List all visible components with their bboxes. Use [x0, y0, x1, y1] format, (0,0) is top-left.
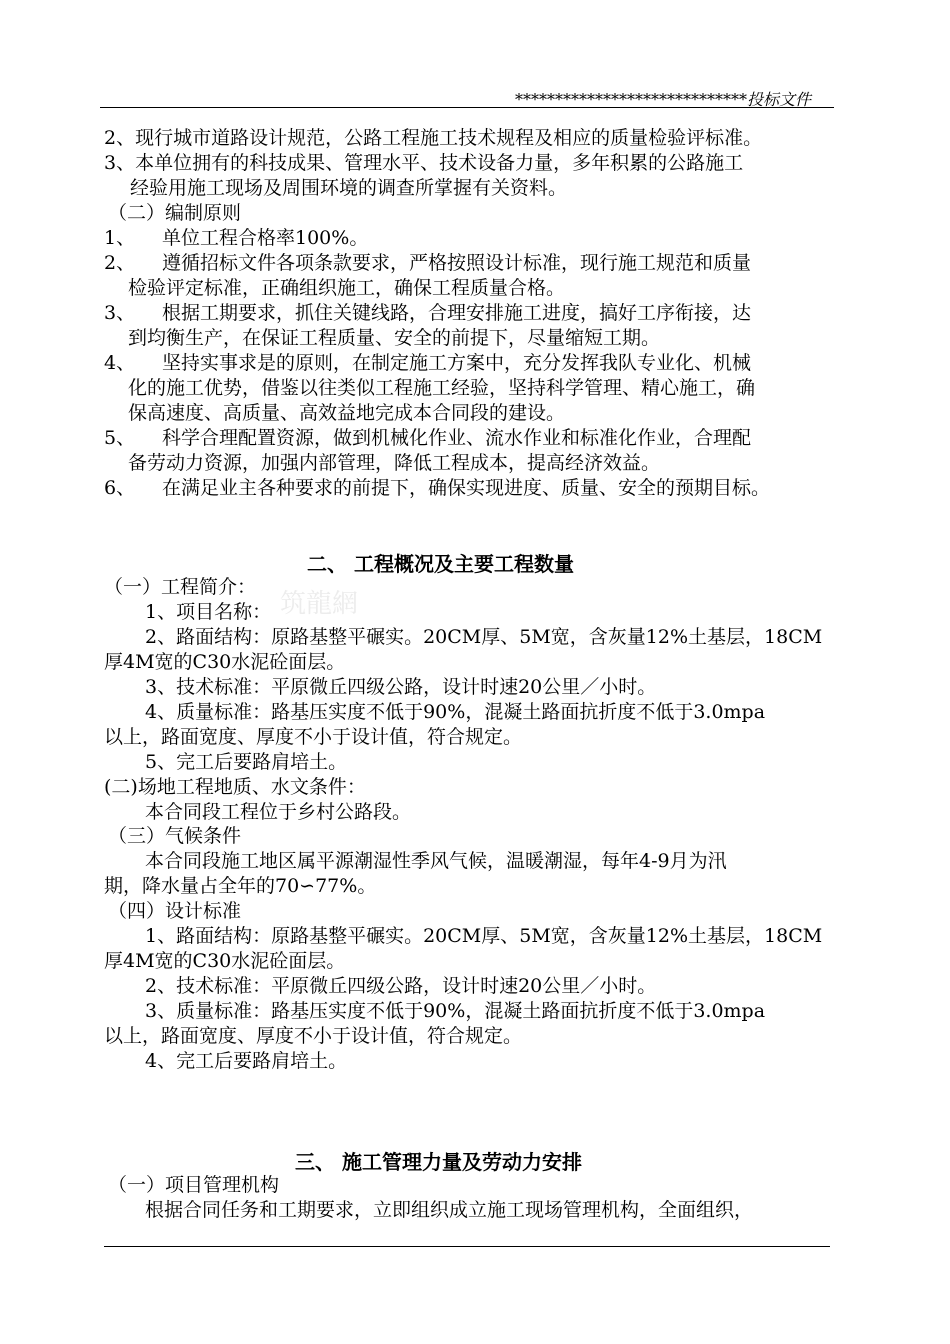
basis-item-3: 3、本单位拥有的科技成果、管理水平、技术设备力量，多年积累的公路施工 — [104, 152, 744, 174]
org-text: 根据合同任务和工期要求，立即组织成立施工现场管理机构，全面组织， — [145, 1199, 754, 1221]
design-line: 2、技术标准：平原微丘四级公路，设计时速20公里／小时。 — [145, 975, 657, 997]
principle-text: 根据工期要求，抓住关键线路，合理安排施工进度，搞好工序衔接，达 — [162, 302, 752, 324]
footer-rule — [104, 1246, 830, 1247]
geo-text: 本合同段工程位于乡村公路段。 — [145, 801, 412, 823]
principle-text: 在满足业主各种要求的前提下，确保实现进度、质量、安全的预期目标。 — [162, 477, 771, 499]
design-line: 3、质量标准：路基压实度不低于90%，混凝土路面抗折度不低于3.0mpa — [145, 1000, 766, 1022]
climate-heading: （三）气候条件 — [108, 825, 242, 847]
principle-text-cont: 化的施工优势，借鉴以往类似工程施工经验，坚持科学管理、精心施工，确 — [128, 377, 756, 399]
principle-num: 5、 — [104, 427, 136, 449]
principle-item — [104, 251, 751, 275]
principle-num: 1、 — [104, 227, 136, 249]
intro-heading: （一）工程简介： — [104, 576, 257, 598]
design-line: 1、路面结构：原路基整平碾实。20CM厚、5M宽，含灰量12%土基层，18CM — [145, 925, 823, 947]
principle-text: 单位工程合格率100%。 — [162, 227, 369, 249]
basis-item-3-cont: 经验用施工现场及周围环境的调查所掌握有关资料。 — [130, 177, 568, 199]
intro-line: 1、项目名称： — [145, 601, 272, 623]
principle-num: 6、 — [104, 477, 136, 499]
design-line: 以上，路面宽度、厚度不小于设计值，符合规定。 — [104, 1025, 523, 1047]
climate-text: 本合同段施工地区属平源潮湿性季风气候，温暖潮湿，每年4-9月为汛 — [145, 850, 727, 872]
intro-line: 3、技术标准：平原微丘四级公路，设计时速20公里／小时。 — [145, 676, 657, 698]
intro-line: 厚4M宽的C30水泥砼面层。 — [104, 651, 346, 673]
header-rule — [100, 107, 834, 108]
section-3-title: 三、 施工管理力量及劳动力安排 — [295, 1150, 582, 1174]
principle-num: 2、 — [104, 252, 136, 274]
header-stars: ***************************** — [515, 90, 747, 109]
principle-num: 4、 — [104, 352, 136, 374]
climate-text: 期，降水量占全年的70∽77%。 — [104, 875, 377, 897]
principle-item — [104, 351, 751, 375]
basis-item-2: 2、现行城市道路设计规范，公路工程施工技术规程及相应的质量检验评标准。 — [104, 127, 763, 149]
design-line: 4、完工后要路肩培土。 — [145, 1050, 348, 1072]
intro-line: 5、完工后要路肩培土。 — [145, 751, 348, 773]
intro-line: 以上，路面宽度、厚度不小于设计值，符合规定。 — [104, 726, 523, 748]
principle-item — [104, 226, 368, 250]
principle-item — [104, 476, 770, 500]
design-heading: （四）设计标准 — [108, 900, 242, 922]
section-2-title: 二、 工程概况及主要工程数量 — [307, 552, 574, 576]
principle-item — [104, 301, 751, 325]
org-heading: （一）项目管理机构 — [108, 1174, 280, 1196]
principle-text-cont: 备劳动力资源，加强内部管理，降低工程成本，提高经济效益。 — [128, 452, 661, 474]
principle-item — [104, 426, 751, 450]
intro-line: 4、质量标准：路基压实度不低于90%，混凝土路面抗折度不低于3.0mpa — [145, 701, 766, 723]
design-line: 厚4M宽的C30水泥砼面层。 — [104, 950, 346, 972]
principle-text-cont: 保高速度、高质量、高效益地完成本合同段的建设。 — [128, 402, 566, 424]
principle-text-cont: 检验评定标准，正确组织施工，确保工程质量合格。 — [128, 277, 566, 299]
principles-heading: （二）编制原则 — [108, 202, 242, 224]
principle-text: 遵循招标文件各项条款要求，严格按照设计标准，现行施工规范和质量 — [162, 252, 752, 274]
principle-text: 坚持实事求是的原则，在制定施工方案中，充分发挥我队专业化、机械 — [162, 352, 752, 374]
principle-num: 3、 — [104, 302, 136, 324]
principle-text: 科学合理配置资源，做到机械化作业、流水作业和标准化作业，合理配 — [162, 427, 752, 449]
watermark: 筑龍網 — [280, 589, 359, 619]
principle-text-cont: 到均衡生产，在保证工程质量、安全的前提下，尽量缩短工期。 — [128, 327, 661, 349]
intro-line: 2、路面结构：原路基整平碾实。20CM厚、5M宽，含灰量12%土基层，18CM — [145, 626, 823, 648]
header-title: 投标文件 — [747, 90, 812, 109]
geo-heading: (二)场地工程地质、水文条件： — [104, 776, 366, 798]
